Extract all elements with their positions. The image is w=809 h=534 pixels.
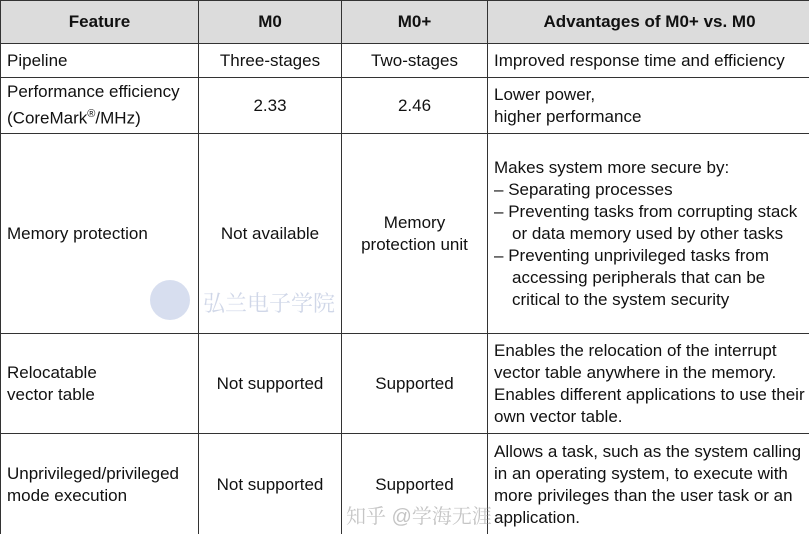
watermark-academy: 弘兰电子学院 bbox=[203, 291, 336, 316]
advantage-line: Lower power, bbox=[494, 84, 596, 104]
feature-cell: Memory protection bbox=[1, 134, 199, 334]
m0plus-cell: Memory protection unit bbox=[342, 134, 488, 334]
advantage-cell: Allows a task, such as the system calling in an operating system, to execute with more privileges than the user task or an application. bbox=[488, 434, 809, 534]
registered-mark: ® bbox=[87, 108, 96, 121]
advantage-intro: Makes system more secure by: bbox=[494, 157, 730, 177]
m0-cell: Not supported bbox=[199, 334, 342, 434]
bullet-item: – Preventing unprivileged tasks from accessing peripherals that can be critical to the system security bbox=[494, 245, 805, 311]
feature-cell bbox=[1, 78, 199, 134]
feature-cell: Pipeline bbox=[1, 44, 199, 78]
watermark-seal-icon bbox=[150, 280, 190, 320]
m0plus-cell: Supported bbox=[342, 334, 488, 434]
advantage-cell bbox=[488, 134, 809, 334]
table-row bbox=[1, 334, 809, 434]
table-row bbox=[1, 434, 809, 534]
m0plus-cell: 2.46 bbox=[342, 78, 488, 134]
advantage-bullets bbox=[494, 179, 805, 311]
header-row bbox=[1, 1, 809, 44]
m0-cell: Not supported bbox=[199, 434, 342, 534]
bullet-item: – Preventing tasks from corrupting stack or data memory used by other tasks bbox=[494, 201, 805, 245]
m0-cell: Three-stages bbox=[199, 44, 342, 78]
feature-cell: Unprivileged/privileged mode execution bbox=[1, 434, 199, 534]
m0plus-cell: Supported bbox=[342, 434, 488, 534]
header-advantages: Advantages of M0+ vs. M0 bbox=[488, 1, 809, 44]
advantage-cell: Enables the relocation of the interrupt vector table anywhere in the memory. Enables different applications to use their own vector table. bbox=[488, 334, 809, 434]
feature-tail: /MHz) bbox=[95, 108, 141, 128]
header-m0plus: M0+ bbox=[342, 1, 488, 44]
feature-cell: Relocatable vector table bbox=[1, 334, 199, 434]
header-feature: Feature bbox=[1, 1, 199, 44]
table-row bbox=[1, 44, 809, 78]
advantage-line: higher performance bbox=[494, 106, 642, 126]
bullet-item: – Separating processes bbox=[494, 179, 805, 201]
table-row bbox=[1, 134, 809, 334]
header-m0: M0 bbox=[199, 1, 342, 44]
m0-cell: 2.33 bbox=[199, 78, 342, 134]
watermark-zhihu: 知乎 @学海无涯 bbox=[346, 506, 492, 528]
advantage-cell bbox=[488, 78, 809, 134]
table-row bbox=[1, 78, 809, 134]
m0plus-cell: Two-stages bbox=[342, 44, 488, 78]
advantage-cell: Improved response time and efficiency bbox=[488, 44, 809, 78]
m0-cell: Not available bbox=[199, 134, 342, 334]
feature-text: Performance efficiency (CoreMark bbox=[7, 82, 180, 128]
